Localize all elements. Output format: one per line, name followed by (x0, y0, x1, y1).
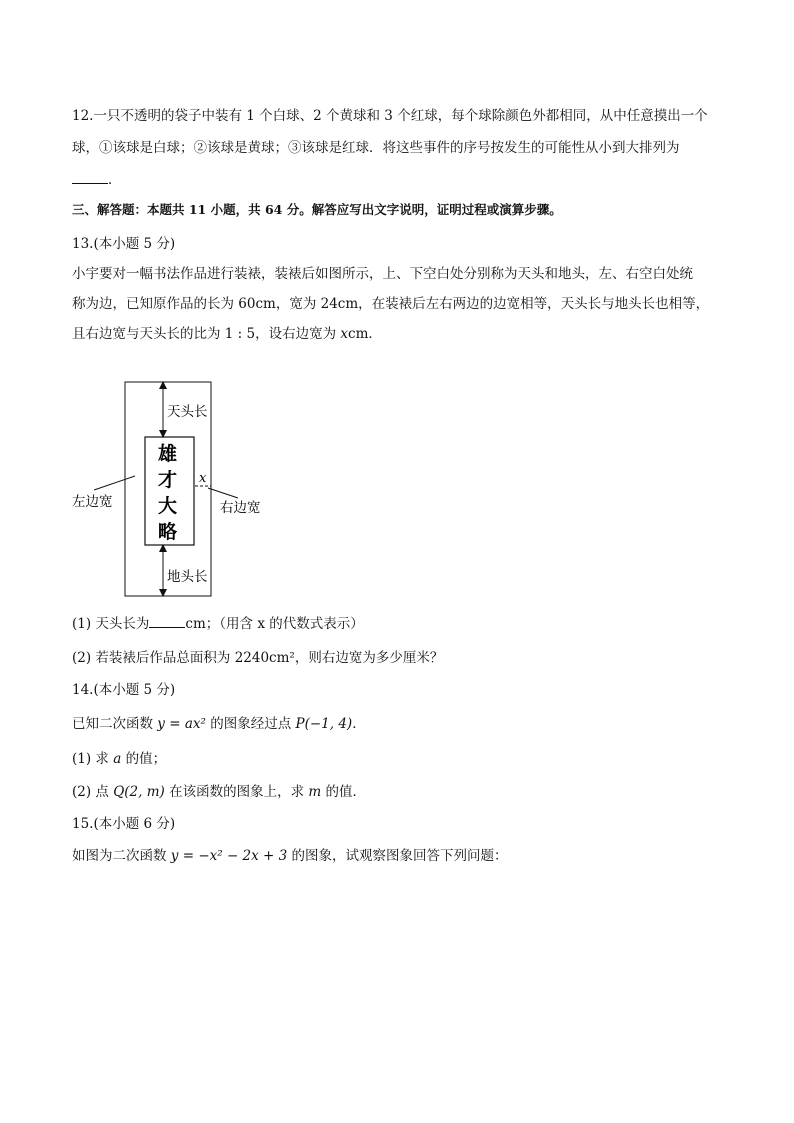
section-heading: 三、解答题：本题共 11 小题，共 64 分。解答应写出文字说明，证明过程或演算步骤。 (72, 202, 562, 217)
q13-line3-post: cm． (348, 326, 382, 342)
answer-blank (149, 613, 185, 628)
top-label: 天头长 (167, 404, 208, 420)
right-label: 右边宽 (220, 500, 261, 516)
q14-var-a: a (113, 751, 122, 767)
q14-part2-mid: 在该函数的图象上，求 (164, 784, 309, 800)
q14-line1-mid: 的图象经过点 (205, 716, 296, 732)
q13-line2: 称为边，已知原作品的长为 60cm，宽为 24cm，在装裱后左右两边的边宽相等，天头长与地头长也相等， (72, 296, 710, 312)
q12-line2: 球，①该球是白球；②该球是黄球；③该球是红球．将这些事件的序号按发生的可能性从小到大排列为 (72, 140, 680, 156)
q15-header: 15.(本小题 6 分) (72, 816, 176, 832)
q14-part2-pre: (2) 点 (72, 784, 114, 800)
q13-header: 13.(本小题 5 分) (72, 236, 176, 252)
q13-part2: (2) 若装裱后作品总面积为 2240cm²，则右边宽为多少厘米？ (72, 650, 444, 666)
q14-point-p: P(−1, 4) (295, 716, 353, 732)
q14-part1-pre: (1) 求 (72, 751, 114, 767)
x-label: x (199, 471, 207, 486)
q13-part1 (72, 612, 364, 632)
q13-line3-pre: 且右边宽与天头长的比为 1 : 5，设右边宽为 (72, 326, 341, 342)
q15-line1 (72, 844, 508, 864)
q15-line1-pre: 如图为二次函数 (72, 848, 171, 864)
answer-blank (72, 169, 108, 184)
q13-line3 (72, 322, 382, 342)
left-label: 左边宽 (72, 494, 113, 510)
right-pointer (208, 488, 238, 498)
q14-point-q: Q(2, m) (113, 784, 165, 800)
q14-part1 (72, 747, 166, 767)
left-pointer (94, 476, 135, 490)
calligraphy-char-2: 才 (158, 469, 178, 491)
calligraphy-char-3: 大 (158, 495, 178, 517)
q12-line3 (72, 168, 122, 188)
q14-formula: y = ax² (157, 716, 206, 732)
q15-line1-post: 的图象，试观察图象回答下列问题： (287, 848, 508, 864)
q13-line1: 小宇要对一幅书法作品进行装裱，装裱后如图所示，上、下空白处分别称为天头和地头，左、右空白处统 (72, 266, 693, 282)
q14-var-m: m (308, 784, 322, 800)
q15-formula: y = −x² − 2x + 3 (170, 848, 288, 864)
q14-part2-post: 的值． (321, 784, 366, 800)
q13-part1-post: cm；（用含 x 的代数式表示） (185, 616, 364, 632)
mounting-figure (60, 376, 300, 606)
calligraphy-char-4: 略 (158, 521, 178, 543)
bottom-label: 地头长 (167, 569, 208, 585)
q13-var-x: x (340, 326, 349, 342)
q14-part1-post: 的值； (121, 751, 167, 767)
q12-line3-end: ． (108, 172, 122, 188)
q14-line1-pre: 已知二次函数 (72, 716, 158, 732)
q14-header: 14.(本小题 5 分) (72, 682, 176, 698)
q14-part2 (72, 780, 366, 800)
q12-line1: 12.一只不透明的袋子中装有 1 个白球、2 个黄球和 3 个红球，每个球除颜色外都相同，从中任意摸出一个 (72, 108, 708, 124)
q14-line1 (72, 712, 366, 732)
calligraphy-char-1: 雄 (158, 443, 178, 465)
q14-line1-post: ． (352, 716, 366, 732)
q13-part1-pre: (1) 天头长为 (72, 616, 150, 632)
